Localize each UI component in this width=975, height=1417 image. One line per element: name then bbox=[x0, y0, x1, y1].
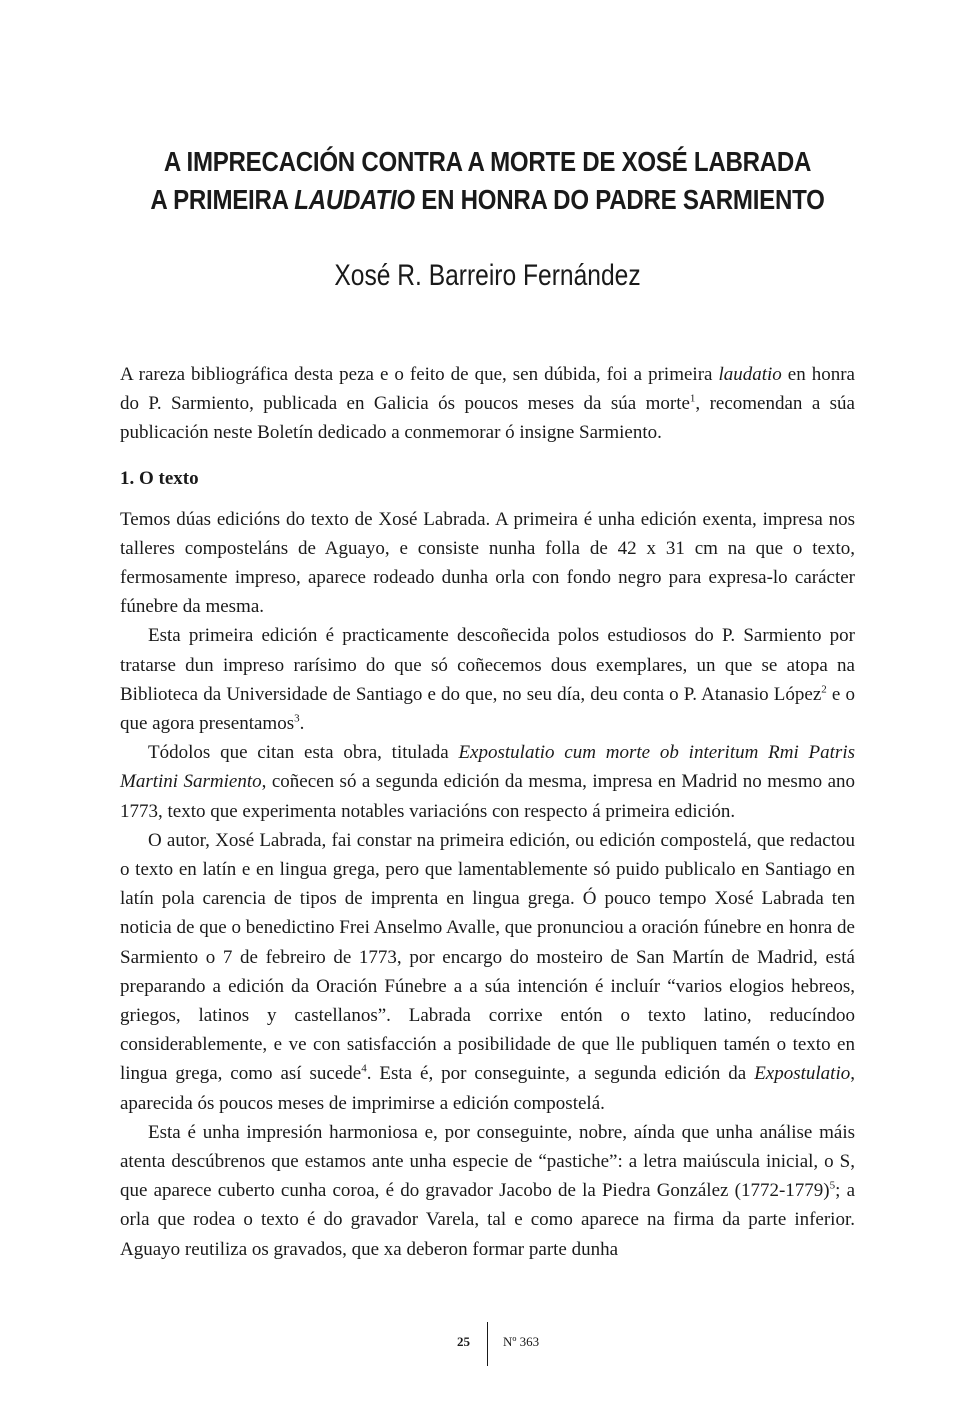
title-text: EN HONRA DO PADRE SARMIENTO bbox=[414, 184, 825, 215]
footnote-ref: 5 bbox=[829, 1179, 836, 1192]
page-number: 25 bbox=[457, 1334, 470, 1349]
text: . bbox=[299, 713, 305, 735]
italic-term: laudatio bbox=[718, 364, 782, 385]
footnote-ref: 3 bbox=[294, 712, 300, 725]
intro-paragraph bbox=[120, 360, 855, 448]
text: , aparecida ós poucos meses de imprimirse a edición compostelá. bbox=[120, 1063, 855, 1114]
page-footer bbox=[0, 1322, 975, 1368]
text: Esta primeira edición é practicamente descoñecida polos estudiosos do P. Sarmiento por tratarse dun impreso rarísimo do que só coñecemos dous exemplares, un que se atopa na Biblioteca da Universidade de Santiago e do que, no seu día, deu conta o P. Atanasio López bbox=[120, 625, 855, 705]
footnote-ref: 4 bbox=[361, 1063, 367, 1076]
section-heading: 1. O texto bbox=[120, 467, 199, 489]
footnote-ref: 2 bbox=[821, 683, 827, 696]
italic-title: Expostulatio bbox=[754, 1063, 851, 1085]
text: Tódolos que citan esta obra, titulada bbox=[148, 742, 459, 764]
text: ; a orla que rodea o texto é do gravador Varela, tal e como aparece na firma da parte inferior. Aguayo reutiliza os gravados, que xa deberon formar parte dunha bbox=[120, 1180, 855, 1260]
article-body bbox=[120, 360, 855, 1264]
title-text: A PRIMEIRA bbox=[150, 184, 295, 215]
paragraph-4 bbox=[120, 826, 855, 1118]
paragraph-3 bbox=[120, 738, 855, 826]
paragraph-1: Temos dúas edicións do texto de Xosé Labrada. A primeira é unha edición exenta, impresa nos talleres composteláns de Aguayo, e consiste nunha folla de 42 x 31 cm na que o texto, fermosamente impreso, aparece rodeado dunha orla con fondo negro para expresa-lo carácter fúnebre da mesma. bbox=[120, 508, 855, 618]
paragraph-5 bbox=[120, 1118, 855, 1264]
issue-number: Nº 363 bbox=[503, 1334, 540, 1349]
footnote-ref: 1 bbox=[689, 392, 696, 405]
text: A rareza bibliográfica desta peza e o feito de que, sen dúbida, foi a primeira bbox=[120, 364, 719, 385]
article-title-line-2 bbox=[68, 182, 907, 218]
text: O autor, Xosé Labrada, fai constar na primeira edición, ou edición compostelá, que redactou o texto en latín e en lingua grega, pero que lamentablemente só puido publicalo en Santiago en latín pola carencia de tipos de imprenta en lingua grega. Ó pouco tempo Xosé Labrada ten noticia de que o benedictino Frei Anselmo Avalle, que pronunciou a oración fúnebre en honra de Sarmiento o 7 de febreiro de 1773, por encargo do mosteiro de San Martín de Madrid, está preparando a edición da Oración Fúnebre a a súa intención é incluír “varios elogios hebreos, griegos, latinos y castellanos”. Labrada corrixe entón o texto latino, reducíndoo considerablemente, e ve con satisfacción a posibilidade de que lle publiquen tamén o texto en lingua grega, como así sucede bbox=[120, 829, 855, 1085]
footer-divider bbox=[487, 1322, 488, 1366]
paragraph-2 bbox=[120, 621, 855, 738]
text: , coñecen só a segunda edición da mesma, impresa en Madrid no mesmo ano 1773, texto que experimenta notables variacións con respecto á primeira edición. bbox=[120, 771, 856, 822]
text: e o que agora presentamos bbox=[120, 683, 855, 735]
text: . Esta é, por conseguinte, a segunda edición da bbox=[366, 1063, 755, 1085]
italic-title: Expostulatio cum morte ob interitum Rmi Patris Martini Sarmiento bbox=[120, 742, 855, 793]
text: Esta é unha impresión harmoniosa e, por conseguinte, nobre, aínda que unha análise máis atenta descúbrenos que estamos ante unha especie de “pastiche”: a letra maiúscula inicial, o S, que aparece cuberto cunha coroa, é do gravador Jacobo de la Piedra González (1772-1779) bbox=[120, 1121, 855, 1202]
text: , recomendan a súa publicación neste Boletín dedicado a conmemorar ó insigne Sarmiento. bbox=[120, 393, 855, 444]
article-author: Xosé R. Barreiro Fernández bbox=[334, 259, 641, 292]
text: en honra do P. Sarmiento, publicada en Galicia ós poucos meses da súa morte bbox=[120, 364, 855, 415]
article-title-line-1: A IMPRECACIÓN CONTRA A MORTE DE XOSÉ LABRADA bbox=[163, 146, 812, 177]
title-italic-laudatio: LAUDATIO bbox=[294, 184, 415, 215]
